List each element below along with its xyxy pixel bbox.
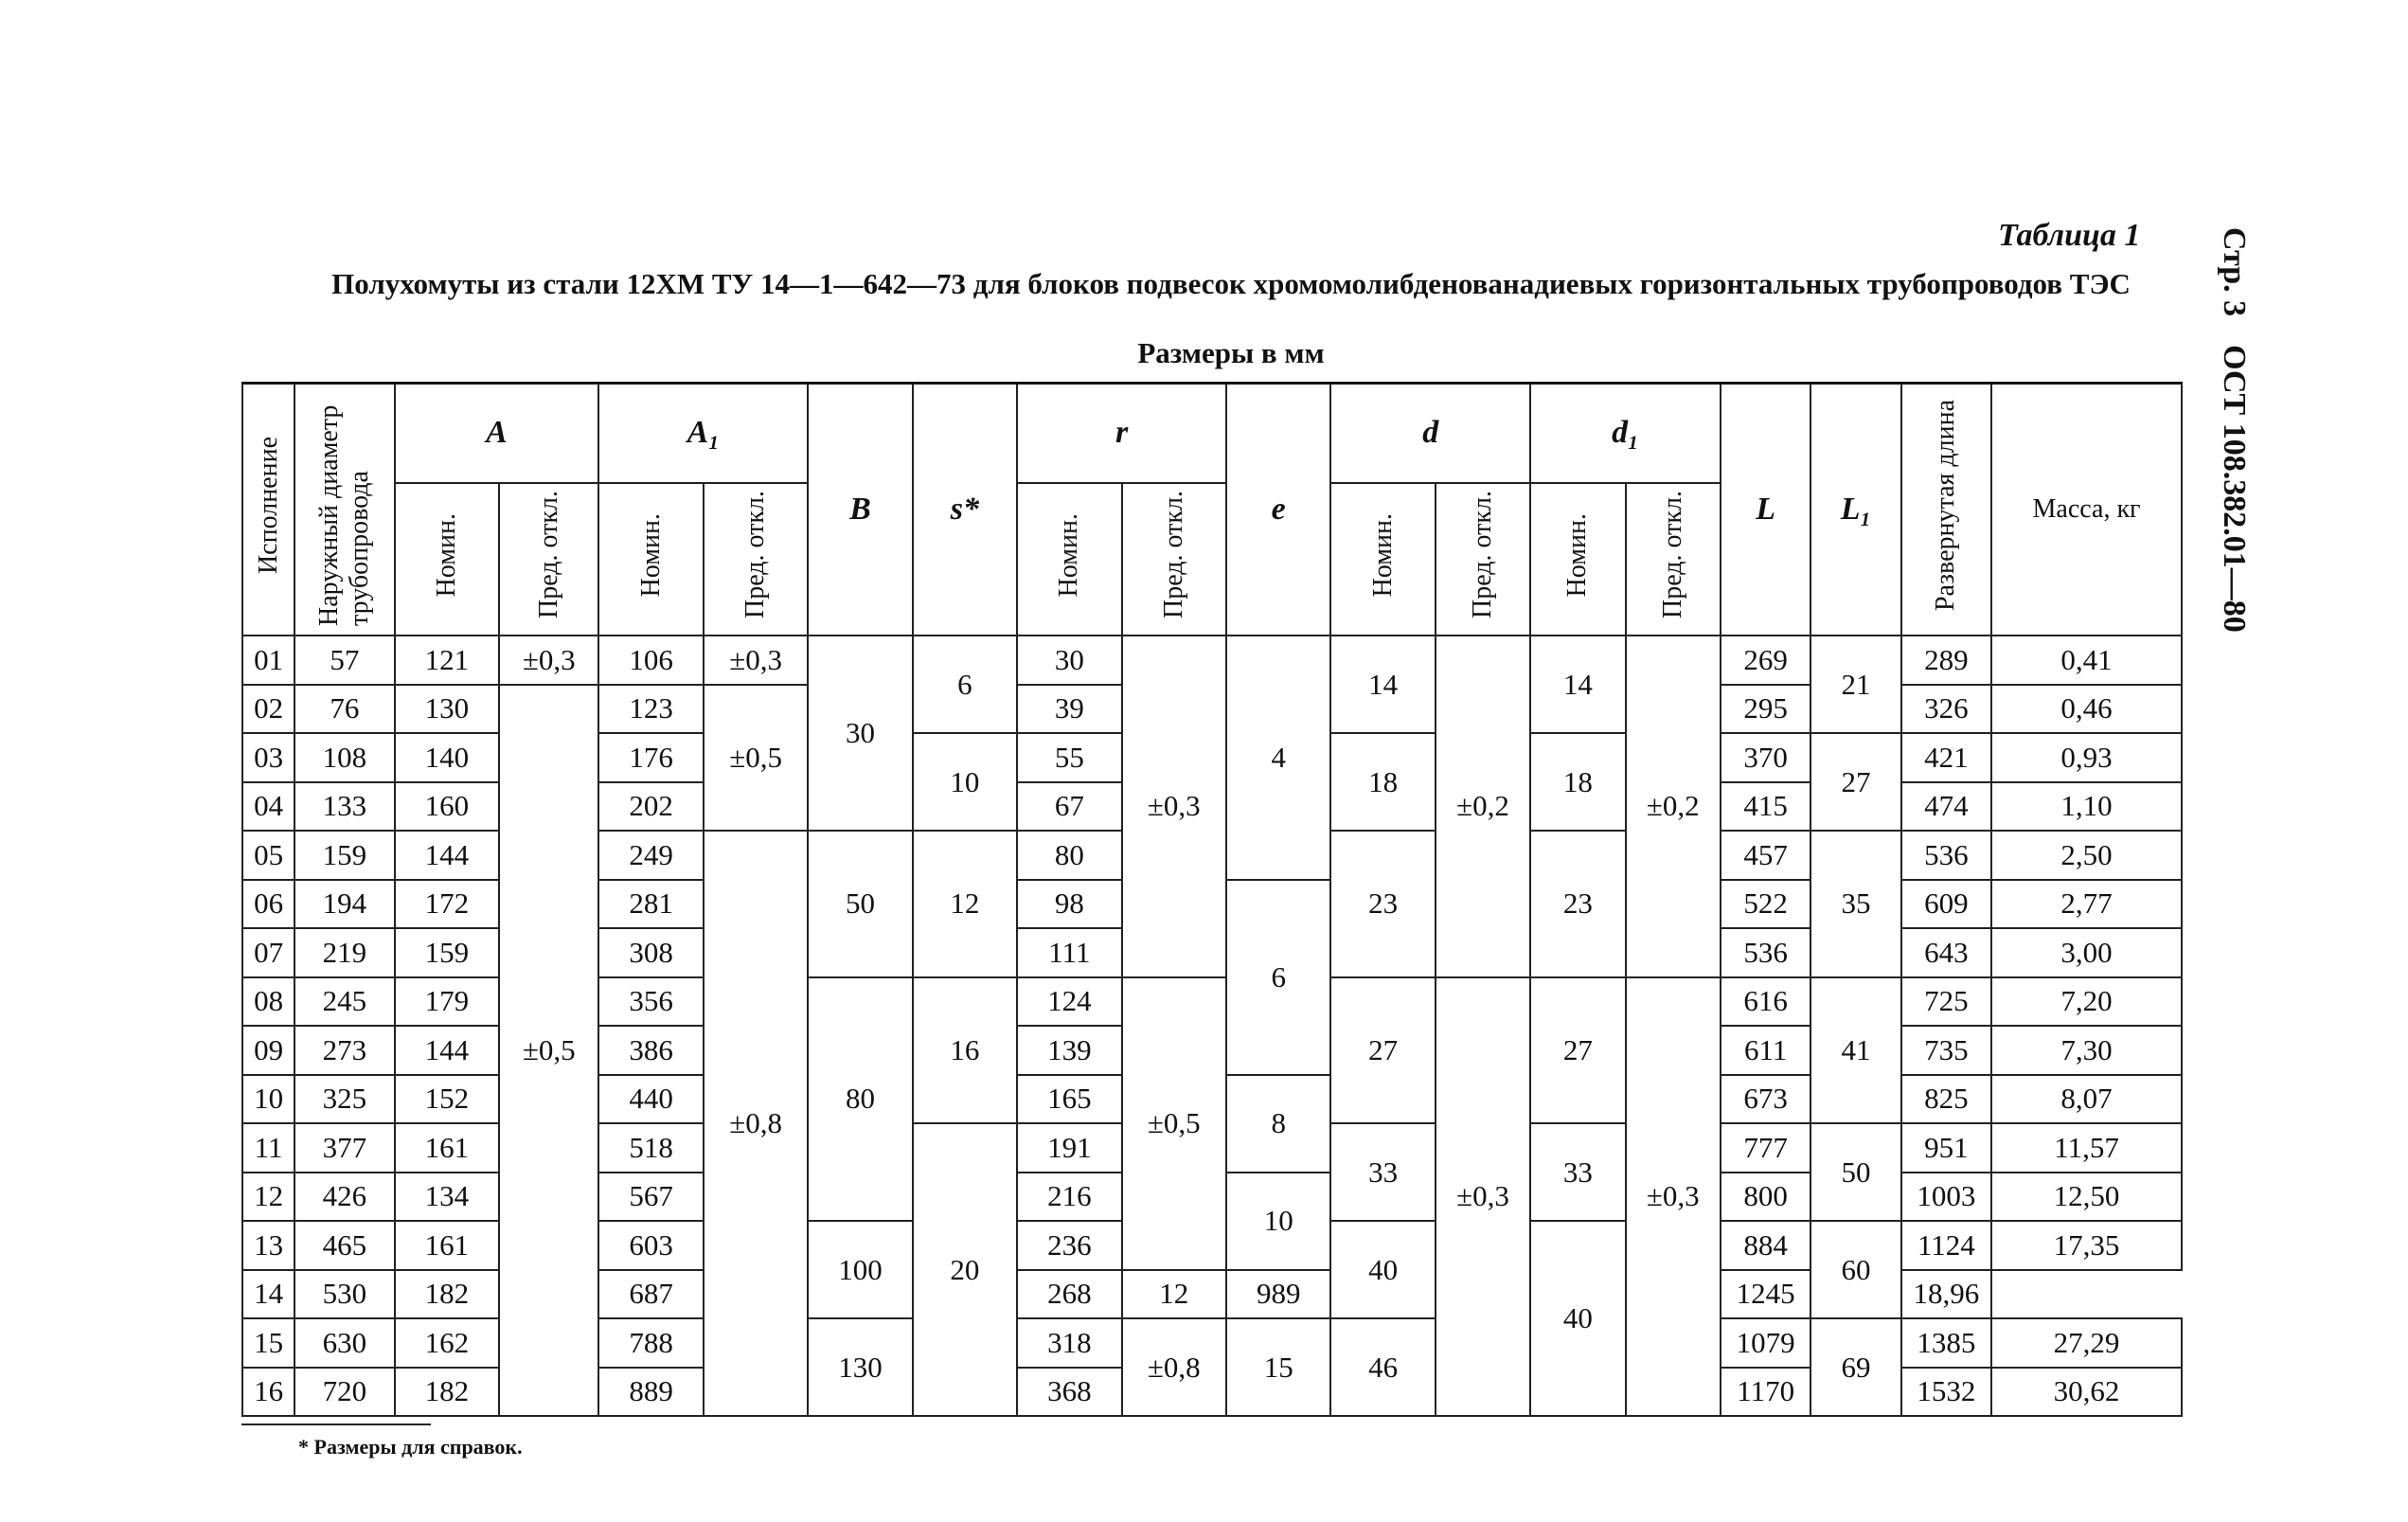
cell-developed-length: 1385 <box>1901 1318 1991 1368</box>
cell-s: 6 <box>913 636 1017 733</box>
cell-s: 16 <box>913 977 1017 1124</box>
cell-execution: 10 <box>242 1075 294 1124</box>
cell-A-nom: 121 <box>395 636 499 685</box>
cell-execution: 04 <box>242 782 294 832</box>
cell-A1-nom: 567 <box>598 1173 703 1222</box>
cell-mass: 30,62 <box>1991 1368 2182 1417</box>
cell-A1-nom: 518 <box>598 1123 703 1173</box>
cell-L: 1170 <box>1721 1368 1810 1417</box>
cell-mass: 0,46 <box>1991 685 2182 734</box>
cell-A1-dev: ±0,3 <box>704 636 808 685</box>
cell-d1-nom: 14 <box>1530 636 1625 733</box>
cell-A1-dev: ±0,5 <box>704 685 808 832</box>
cell-L1: 41 <box>1810 977 1900 1124</box>
cell-d1-nom: 27 <box>1530 977 1625 1124</box>
cell-mass: 0,93 <box>1991 733 2182 782</box>
cell-diameter: 108 <box>294 733 394 782</box>
header-A: A <box>395 384 599 483</box>
cell-developed-length: 825 <box>1901 1075 1991 1124</box>
cell-A1-nom: 687 <box>598 1270 703 1319</box>
cell-L: 269 <box>1721 636 1810 685</box>
cell-r-nom: 165 <box>1017 1075 1121 1124</box>
cell-e: 10 <box>1226 1173 1330 1270</box>
cell-diameter: 273 <box>294 1026 394 1075</box>
cell-d-nom: 27 <box>1330 977 1435 1124</box>
cell-mass: 7,30 <box>1991 1026 2182 1075</box>
cell-L1: 27 <box>1810 733 1900 831</box>
cell-e: 6 <box>1226 880 1330 1075</box>
cell-execution: 03 <box>242 733 294 782</box>
cell-L: 1079 <box>1721 1318 1810 1368</box>
cell-execution: 13 <box>242 1221 294 1270</box>
cell-mass: 17,35 <box>1991 1221 2182 1270</box>
cell-mass: 8,07 <box>1991 1075 2182 1124</box>
cell-diameter: 245 <box>294 977 394 1027</box>
cell-A-nom: 152 <box>395 1075 499 1124</box>
cell-r-dev: ±0,5 <box>1122 977 1226 1270</box>
cell-A-nom: 161 <box>395 1123 499 1173</box>
cell-diameter: 630 <box>294 1318 394 1368</box>
cell-A1-nom: 281 <box>598 880 703 929</box>
cell-execution: 05 <box>242 831 294 880</box>
cell-execution: 11 <box>242 1123 294 1173</box>
cell-diameter: 377 <box>294 1123 394 1173</box>
footnote: * Размеры для справок. <box>298 1435 523 1459</box>
cell-developed-length: 289 <box>1901 636 1991 685</box>
cell-d-nom: 23 <box>1330 831 1435 977</box>
cell-L1: 21 <box>1810 636 1900 733</box>
cell-d1-nom: 33 <box>1530 1123 1625 1221</box>
cell-execution: 09 <box>242 1026 294 1075</box>
standard-code: ОСТ 108.382.01—80 <box>2217 345 2252 633</box>
cell-A1-nom: 788 <box>598 1318 703 1368</box>
cell-developed-length: 474 <box>1901 782 1991 832</box>
table-row <box>242 636 2182 685</box>
cell-A-dev: ±0,5 <box>499 685 598 1417</box>
cell-r-nom: 98 <box>1017 880 1121 929</box>
header-developed-length: Развернутая длина <box>1901 384 1991 636</box>
cell-r-nom: 318 <box>1017 1318 1121 1368</box>
table-label: Таблица 1 <box>1998 218 2141 253</box>
cell-r-nom: 30 <box>1017 636 1121 685</box>
cell-d-nom: 46 <box>1330 1318 1435 1416</box>
cell-developed-length: 421 <box>1901 733 1991 782</box>
header-A1: A₁ <box>598 384 808 483</box>
cell-B: 30 <box>808 636 912 831</box>
header-A1-dev: Пред. откл. <box>704 483 808 636</box>
cell-A-nom: 162 <box>395 1318 499 1368</box>
cell-d-nom: 40 <box>1330 1221 1435 1318</box>
cell-mass: 2,50 <box>1991 831 2182 880</box>
cell-diameter: 325 <box>294 1075 394 1124</box>
cell-A-nom: 159 <box>395 928 499 977</box>
cell-r-nom: 191 <box>1017 1123 1121 1173</box>
header-B: B <box>808 384 912 636</box>
cell-execution: 07 <box>242 928 294 977</box>
header-d1: d₁ <box>1530 384 1721 483</box>
cell-d1-nom: 40 <box>1530 1221 1625 1416</box>
header-L1: L₁ <box>1810 384 1900 636</box>
cell-developed-length: 1124 <box>1901 1221 1991 1270</box>
cell-A1-nom: 603 <box>598 1221 703 1270</box>
cell-s: 12 <box>913 831 1017 977</box>
header-outer-diameter: Наружный диаметр трубопровода <box>294 384 394 636</box>
cell-A-nom: 161 <box>395 1221 499 1270</box>
cell-diameter: 426 <box>294 1173 394 1222</box>
cell-mass: 12,50 <box>1991 1173 2182 1222</box>
cell-A-nom: 134 <box>395 1173 499 1222</box>
cell-execution: 12 <box>242 1173 294 1222</box>
cell-r-nom: 216 <box>1017 1173 1121 1222</box>
cell-B: 100 <box>808 1221 912 1318</box>
cell-L1: 35 <box>1810 831 1900 977</box>
cell-L: 611 <box>1721 1026 1810 1075</box>
cell-developed-length: 536 <box>1901 831 1991 880</box>
cell-A1-nom: 889 <box>598 1368 703 1417</box>
cell-r-nom: 368 <box>1017 1368 1121 1417</box>
cell-r-nom: 55 <box>1017 733 1121 782</box>
cell-A1-nom: 176 <box>598 733 703 782</box>
cell-B: 130 <box>808 1318 912 1416</box>
cell-A-nom: 182 <box>395 1270 499 1319</box>
cell-mass: 27,29 <box>1991 1318 2182 1368</box>
cell-developed-length: 951 <box>1901 1123 1991 1173</box>
cell-s: 20 <box>913 1123 1017 1416</box>
header-A-dev: Пред. откл. <box>499 483 598 636</box>
cell-r-nom: 139 <box>1017 1026 1121 1075</box>
cell-diameter: 76 <box>294 685 394 734</box>
cell-r-dev: ±0,8 <box>1122 1318 1226 1416</box>
cell-r-nom: 111 <box>1017 928 1121 977</box>
cell-L: 989 <box>1226 1270 1330 1319</box>
cell-diameter: 465 <box>294 1221 394 1270</box>
cell-A-nom: 144 <box>395 831 499 880</box>
cell-A1-nom: 106 <box>598 636 703 685</box>
cell-e: 12 <box>1122 1270 1226 1319</box>
cell-L: 616 <box>1721 977 1810 1027</box>
cell-developed-length: 1245 <box>1721 1270 1810 1319</box>
cell-developed-length: 609 <box>1901 880 1991 929</box>
cell-L1: 69 <box>1810 1318 1900 1416</box>
cell-diameter: 57 <box>294 636 394 685</box>
cell-d1-dev: ±0,2 <box>1626 636 1721 977</box>
header-L: L <box>1721 384 1810 636</box>
cell-mass: 2,77 <box>1991 880 2182 929</box>
cell-r-nom: 39 <box>1017 685 1121 734</box>
page-number: Стр. 3 <box>2217 227 2252 317</box>
cell-L: 457 <box>1721 831 1810 880</box>
cell-r-nom: 80 <box>1017 831 1121 880</box>
side-page-header <box>2203 227 2252 758</box>
cell-A1-nom: 386 <box>598 1026 703 1075</box>
cell-diameter: 219 <box>294 928 394 977</box>
cell-execution: 08 <box>242 977 294 1027</box>
cell-L1: 60 <box>1810 1221 1900 1318</box>
cell-execution: 14 <box>242 1270 294 1319</box>
cell-L: 295 <box>1721 685 1810 734</box>
cell-execution: 16 <box>242 1368 294 1417</box>
cell-r-nom: 67 <box>1017 782 1121 832</box>
footnote-divider <box>241 1424 431 1425</box>
cell-d1-nom: 18 <box>1530 733 1625 831</box>
cell-mass: 3,00 <box>1991 928 2182 977</box>
cell-mass: 7,20 <box>1991 977 2182 1027</box>
header-d-dev: Пред. откл. <box>1436 483 1530 636</box>
cell-execution: 01 <box>242 636 294 685</box>
cell-developed-length: 735 <box>1901 1026 1991 1075</box>
header-d1-dev: Пред. откл. <box>1626 483 1721 636</box>
cell-execution: 02 <box>242 685 294 734</box>
cell-A-dev: ±0,3 <box>499 636 598 685</box>
cell-d-nom: 18 <box>1330 733 1435 831</box>
units-caption: Размеры в мм <box>1137 336 1325 369</box>
cell-r-nom: 268 <box>1017 1270 1121 1319</box>
cell-e: 15 <box>1226 1318 1330 1416</box>
cell-d-dev: ±0,3 <box>1436 977 1530 1417</box>
cell-L1: 50 <box>1810 1123 1900 1221</box>
cell-developed-length: 326 <box>1901 685 1991 734</box>
cell-r-nom: 124 <box>1017 977 1121 1027</box>
header-A-nom: Номин. <box>395 483 499 636</box>
cell-L: 536 <box>1721 928 1810 977</box>
cell-A1-nom: 356 <box>598 977 703 1027</box>
cell-r-dev: ±0,3 <box>1122 636 1226 977</box>
document-title: Полухомуты из стали 12ХМ ТУ 14—1—642—73 для блоков подвесок хромомолибденованадиевых горизонтальных трубопроводов ТЭС <box>331 267 2131 300</box>
cell-L: 415 <box>1721 782 1810 832</box>
cell-L: 800 <box>1721 1173 1810 1222</box>
cell-L: 370 <box>1721 733 1810 782</box>
cell-d1-dev: ±0,3 <box>1626 977 1721 1417</box>
cell-execution: 15 <box>242 1318 294 1368</box>
cell-A-nom: 172 <box>395 880 499 929</box>
cell-e: 4 <box>1226 636 1330 880</box>
cell-d-nom: 14 <box>1330 636 1435 733</box>
header-r: r <box>1017 384 1226 483</box>
cell-A-nom: 179 <box>395 977 499 1027</box>
cell-L: 884 <box>1721 1221 1810 1270</box>
cell-A1-nom: 440 <box>598 1075 703 1124</box>
cell-diameter: 133 <box>294 782 394 832</box>
cell-A1-nom: 123 <box>598 685 703 734</box>
cell-diameter: 530 <box>294 1270 394 1319</box>
header-d-nom: Номин. <box>1330 483 1435 636</box>
cell-developed-length: 725 <box>1901 977 1991 1027</box>
header-r-dev: Пред. откл. <box>1122 483 1226 636</box>
cell-A-nom: 160 <box>395 782 499 832</box>
cell-d1-nom: 23 <box>1530 831 1625 977</box>
cell-A-nom: 130 <box>395 685 499 734</box>
header-execution: Исполнение <box>242 384 294 636</box>
cell-A1-nom: 249 <box>598 831 703 880</box>
cell-diameter: 159 <box>294 831 394 880</box>
cell-diameter: 720 <box>294 1368 394 1417</box>
cell-A-nom: 144 <box>395 1026 499 1075</box>
cell-d-dev: ±0,2 <box>1436 636 1530 977</box>
cell-diameter: 194 <box>294 880 394 929</box>
cell-e: 8 <box>1226 1075 1330 1173</box>
cell-mass: 18,96 <box>1901 1270 1991 1319</box>
cell-mass: 1,10 <box>1991 782 2182 832</box>
cell-execution: 06 <box>242 880 294 929</box>
cell-developed-length: 1532 <box>1901 1368 1991 1417</box>
dimensions-table <box>241 382 2183 1417</box>
cell-A1-nom: 308 <box>598 928 703 977</box>
cell-s: 10 <box>913 733 1017 831</box>
header-r-nom: Номин. <box>1017 483 1121 636</box>
cell-B: 50 <box>808 831 912 977</box>
cell-L: 522 <box>1721 880 1810 929</box>
cell-developed-length: 1003 <box>1901 1173 1991 1222</box>
header-s: s* <box>913 384 1017 636</box>
cell-L: 777 <box>1721 1123 1810 1173</box>
cell-L: 673 <box>1721 1075 1810 1124</box>
header-mass: Масса, кг <box>1991 384 2182 636</box>
cell-r-nom: 236 <box>1017 1221 1121 1270</box>
cell-A-nom: 140 <box>395 733 499 782</box>
header-d: d <box>1330 384 1530 483</box>
cell-developed-length: 643 <box>1901 928 1991 977</box>
header-d1-nom: Номин. <box>1530 483 1625 636</box>
header-A1-nom: Номин. <box>598 483 703 636</box>
cell-A1-nom: 202 <box>598 782 703 832</box>
cell-A-nom: 182 <box>395 1368 499 1417</box>
cell-mass: 0,41 <box>1991 636 2182 685</box>
cell-mass: 11,57 <box>1991 1123 2182 1173</box>
cell-A1-dev: ±0,8 <box>704 831 808 1416</box>
cell-d-nom: 33 <box>1330 1123 1435 1221</box>
cell-B: 80 <box>808 977 912 1222</box>
header-e: e <box>1226 384 1330 636</box>
